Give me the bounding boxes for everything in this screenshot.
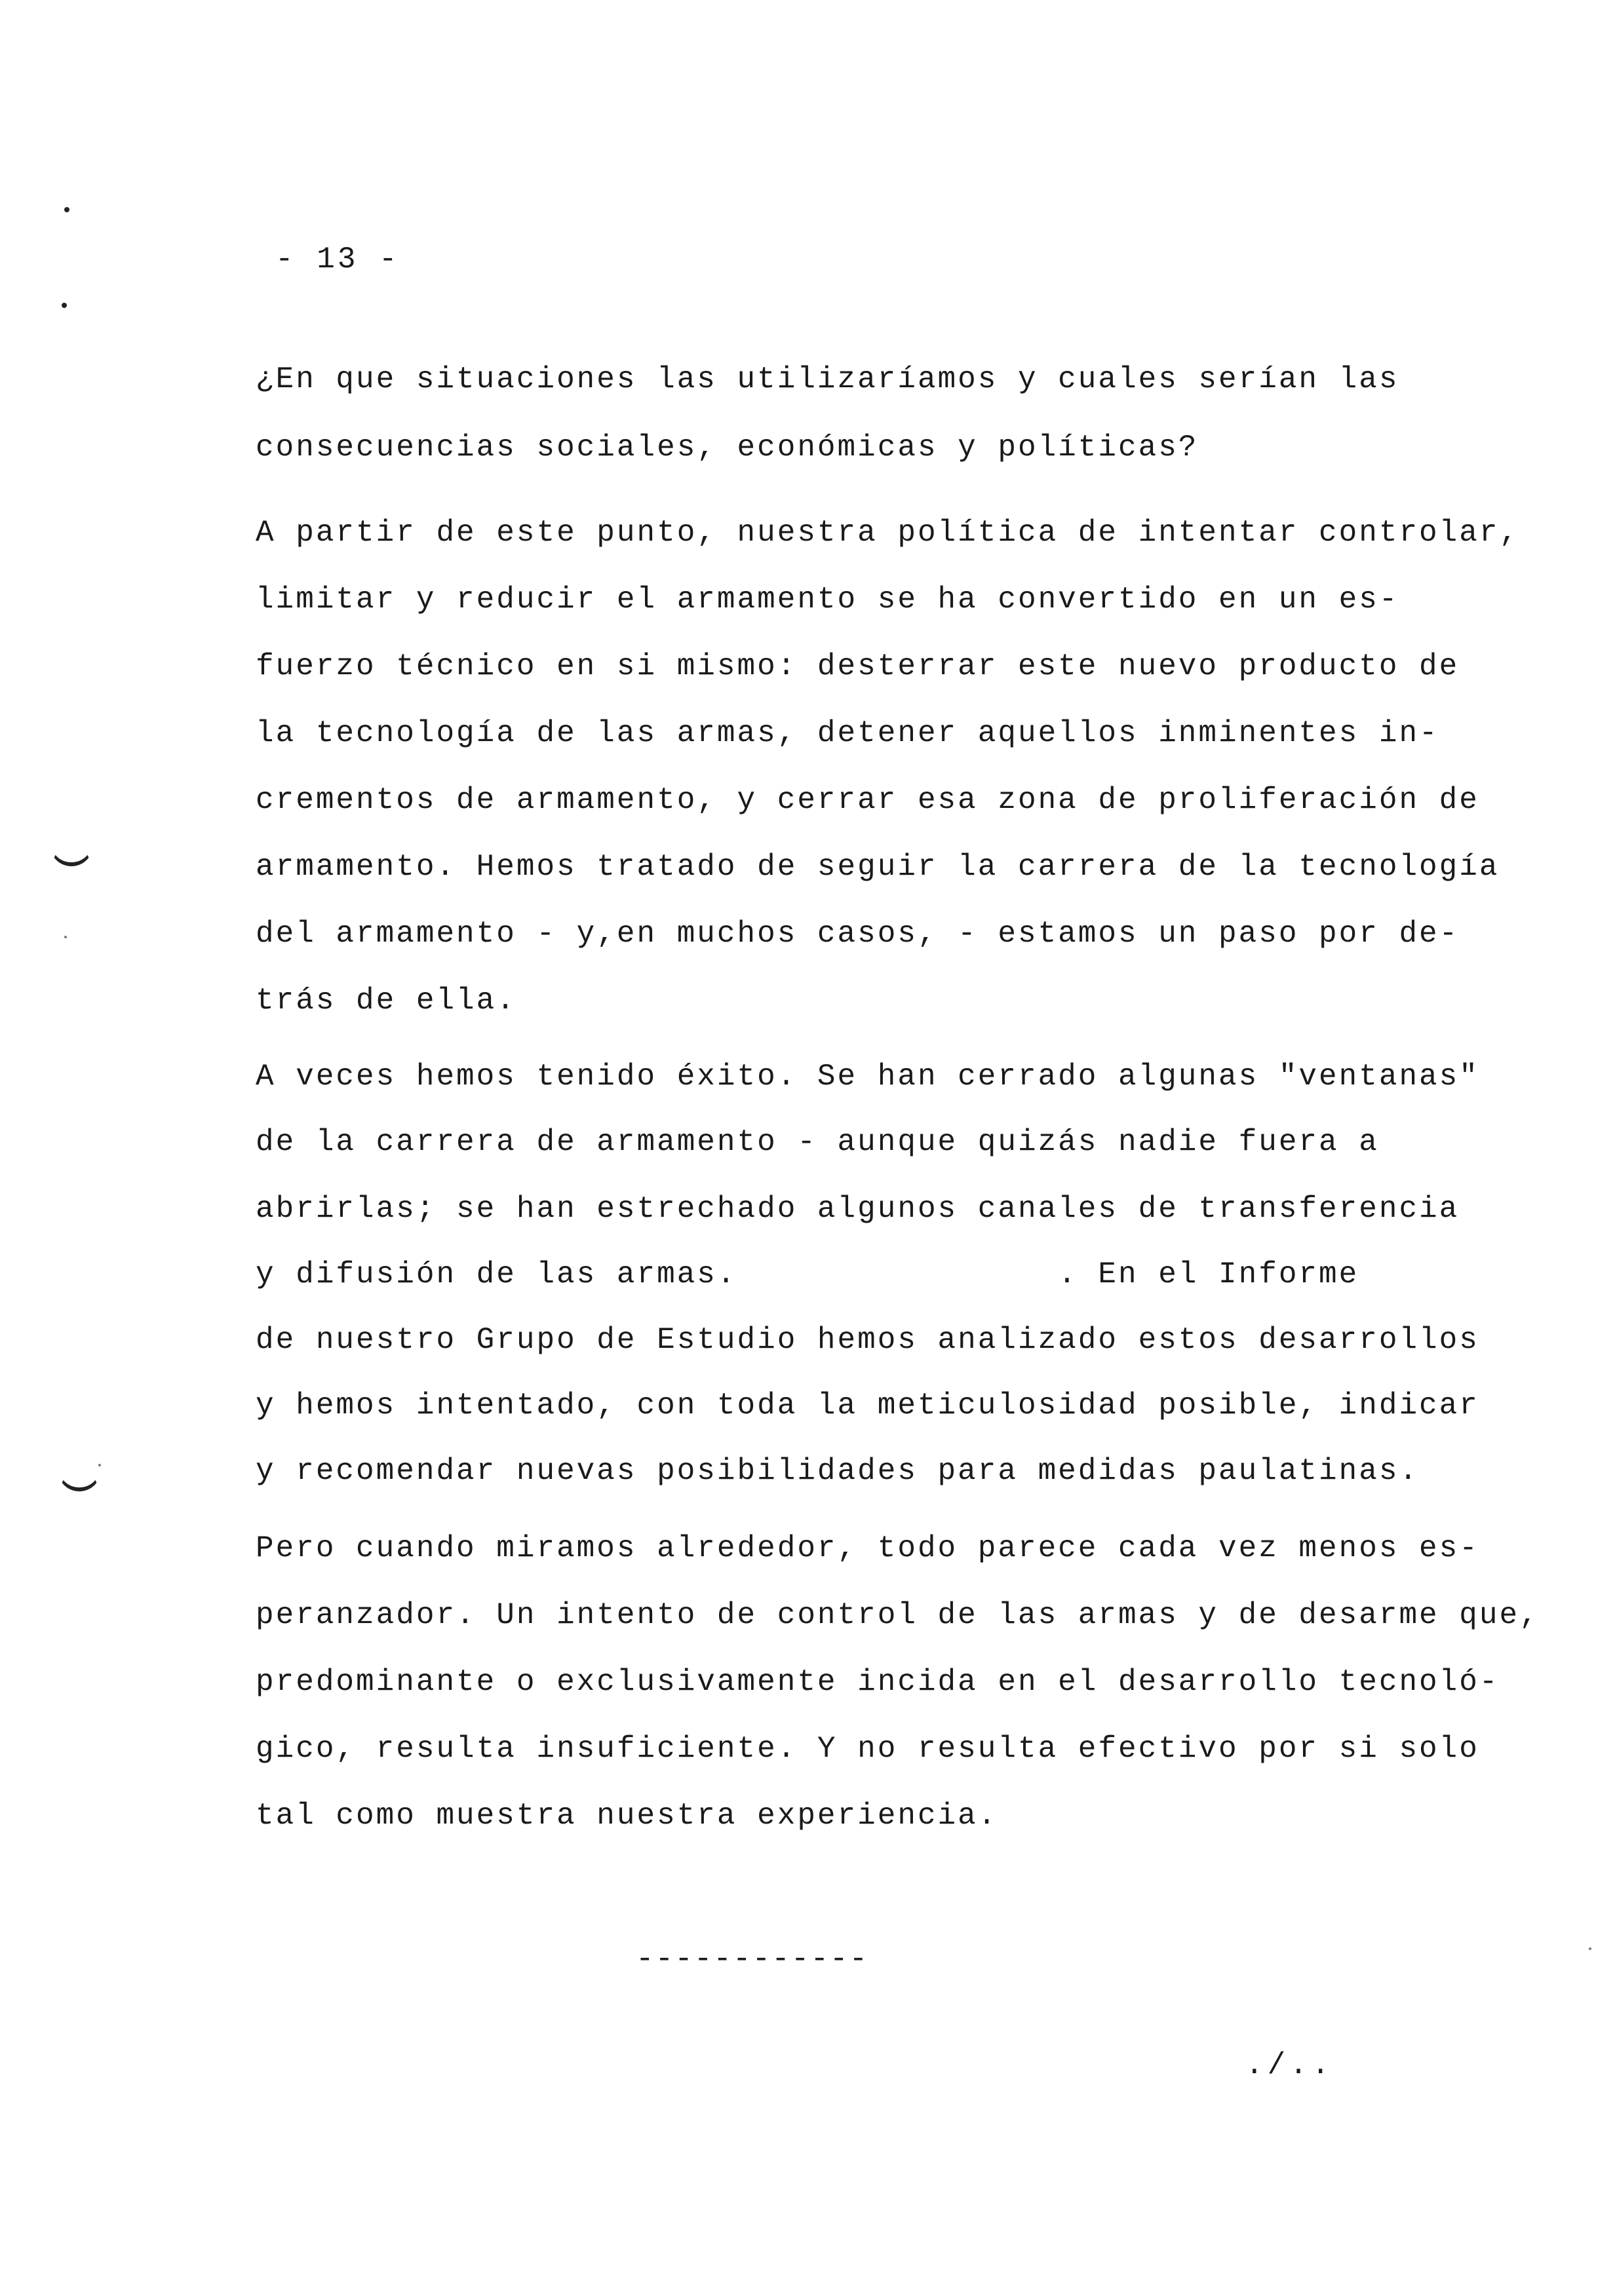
text-line: de la carrera de armamento - aunque quizás nadie fuera a: [256, 1125, 1379, 1159]
text-line: limitar y reducir el armamento se ha convertido en un es-: [256, 583, 1399, 617]
text-line: A partir de este punto, nuestra política de intentar controlar,: [256, 516, 1520, 550]
text-line: del armamento - y,en muchos casos, - estamos un paso por de-: [256, 917, 1460, 951]
section-separator: ------------: [636, 1942, 869, 1976]
margin-punch-mark: [58, 1468, 101, 1491]
text-line: fuerzo técnico en si mismo: desterrar este nuevo producto de: [256, 649, 1460, 683]
text-line: predominante o exclusivamente incida en el desarrollo tecnoló-: [256, 1665, 1500, 1699]
margin-dot-mark: [64, 207, 69, 212]
page-number: - 13 -: [275, 242, 400, 277]
text-line: y hemos intentado, con toda la meticulosidad posible, indicar: [256, 1388, 1479, 1423]
text-line: consecuencias sociales, económicas y políticas?: [256, 430, 1199, 465]
text-line: Pero cuando miramos alrededor, todo parece cada vez menos es-: [256, 1531, 1479, 1565]
text-line: ¿En que situaciones las utilizaríamos y cuales serían las: [256, 362, 1399, 396]
text-line: tal como muestra nuestra experiencia.: [256, 1799, 998, 1833]
text-line: de nuestro Grupo de Estudio hemos analizado estos desarrollos: [256, 1323, 1479, 1357]
text-line: y difusión de las armas. . En el Informe: [256, 1257, 1359, 1292]
margin-punch-mark: [50, 843, 93, 866]
text-line: armamento. Hemos tratado de seguir la carrera de la tecnología: [256, 850, 1500, 884]
text-line: crementos de armamento, y cerrar esa zona de proliferación de: [256, 783, 1479, 817]
text-line: trás de ella.: [256, 984, 516, 1018]
margin-speck-mark: [64, 936, 67, 938]
text-line: y recomendar nuevas posibilidades para medidas paulatinas.: [256, 1454, 1420, 1488]
margin-speck-mark: [1589, 1947, 1591, 1950]
text-line: peranzador. Un intento de control de las armas y de desarme que,: [256, 1598, 1540, 1632]
margin-speck-mark: [98, 1464, 101, 1466]
text-line: A veces hemos tenido éxito. Se han cerrado algunas "ventanas": [256, 1060, 1479, 1094]
text-line: la tecnología de las armas, detener aquellos inminentes in-: [256, 716, 1439, 750]
margin-dot-mark: [62, 303, 67, 308]
text-line: abrirlas; se han estrechado algunos canales de transferencia: [256, 1192, 1460, 1226]
text-line: gico, resulta insuficiente. Y no resulta efectivo por si solo: [256, 1732, 1479, 1766]
continuation-mark: ./..: [1245, 2048, 1334, 2082]
